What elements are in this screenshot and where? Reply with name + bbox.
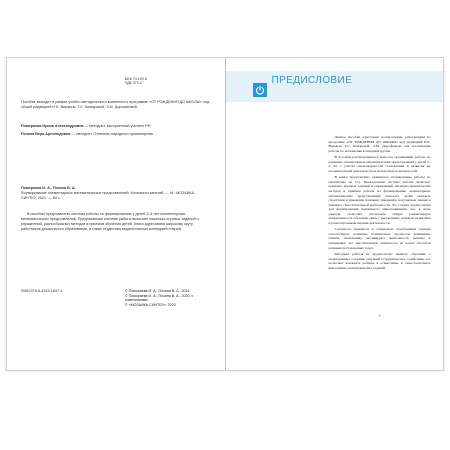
bibliographic-record [21,186,211,201]
abstract-text: В пособии представлены система работы по формированию у детей 3–4 лет элементарных математических представлений. Предлагаемая система работы включает комплекс игровых заданий и упражнений, разнообразных методов и приемов обучения детей. Книга адресована широкому кругу работников дошкольного образования, а также студентам педагогических колледжей и вузов. [21,212,199,231]
left-page [6,57,225,371]
right-page [225,57,445,371]
copyright-line: © Помораева И. А., Позина В. А., 2014 [125,289,190,293]
author-name: Помораева Ирина Александровна [21,124,84,128]
book-spread [6,57,444,369]
biblio-author: Помораева И. А., Позина В. А. [21,186,76,190]
abstract [21,212,211,232]
paragraph: В пособии рассматриваются вопросы организации работы по развитию элементарных математических представлений у детей 3–4 лет с учетом закономерностей становления и развития их познавательной деятельности и возрастных возможностей. [328,155,431,173]
copyright-line: © «МОЗАИКА-СИНТЕЗ», 2020 [125,302,176,307]
copyright-line: © Помораева И. А., Позина В. А., 2020, с изменениями [125,293,194,303]
author-desc: — методист, Отличник народного просвещения. [70,132,154,136]
power-icon [253,83,267,97]
author-entry [21,132,211,137]
author-name: Позина Вера Арнольдовна [21,132,71,136]
series-notice: Пособие выходит в рамках учебно-методического комплекта к программе «ОТ РОЖДЕНИЯ ДО ШКОЛЫ» под общей редакцией Н.Е. Вераксы, Т.С. Комаровой, Э.М. Дорофеевой. [21,100,210,109]
udk-code: УДК 373.2 [125,81,142,86]
isbn: ISBN 978-5-4315-1647-4 [21,289,63,293]
author-entry [21,124,211,129]
biblio-title: Формирование элементарных математических представлений: Конспекты занятий. — М.: МОЗАИКА-СИНТЕЗ, 2021. — 64 с. [21,191,196,200]
udk-block [125,77,205,86]
bbk-code: ББК 74.100.5 [125,77,147,81]
copyright-block [125,289,215,307]
paragraph: В книге представлено примерное планирование работы по математике на год. Предлагаемая система работы включает комплекс игровых заданий и упражнений, наглядно-практических методов и приемов работы по формированию элементарных математических представлений; помогает детям овладеть способами и приемами познания, применять полученные знания и умения в самостоятельной деятельности. Это создает предпосылки для формирования правильного миропонимания, что, в свою очередь, позволяет обеспечить общую развивающую направленность обучения, связь с умственным, речевым развитием и разнообразными видами деятельности. [328,175,431,225]
preface-text [329,135,431,272]
paragraph: Методика работы не предполагает прямого обучения, а подразумевает создание ситуаций сотрудничества, содействия, что позволяет вовлекать ребенка в осмысление и самостоятельное выполнение математических заданий. [328,252,431,270]
paragraph: Данное пособие адресовано воспитателям, работающим по программе «ОТ РОЖДЕНИЯ ДО ШКОЛЫ» под редакцией Н.Е. Вераксы, Т.С. Комаровой, Э.М. Дорофеевой, для организации работы по математике в младшей группе. [328,135,431,153]
chapter-title: ПРЕДИСЛОВИЕ [271,75,353,86]
paragraph: Сложность материала и специально подобранные задания способствуют развитию психических процессов (внимания, памяти, мышления), мотивируют деятельность ребенка и направляют его мыслительную активность на поиск способов решения поставленных задач. [328,227,431,250]
author-desc: — методист, заслуженный учитель РФ; [83,124,152,128]
authors-block [21,124,211,140]
page-number: 3 [378,313,381,318]
